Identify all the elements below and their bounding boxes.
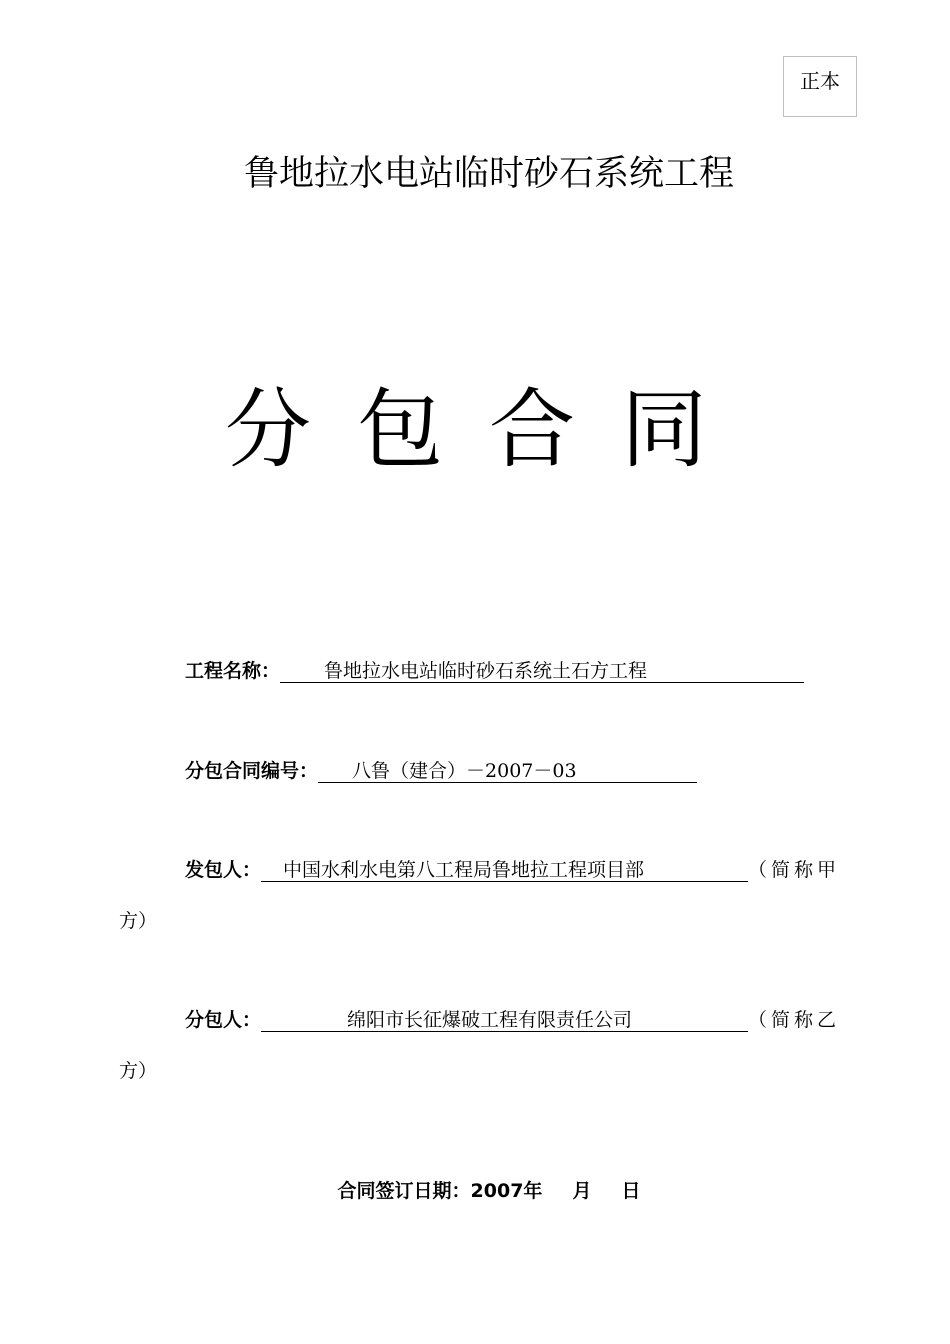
project-name-label: 工程名称：: [185, 660, 281, 682]
signing-date-day-unit: 日: [621, 1180, 641, 1202]
subcontractor-label: 分包人：: [185, 1009, 262, 1031]
signing-date-label: 合同签订日期：: [337, 1180, 471, 1202]
project-name-value: 鲁地拉水电站临时砂石系统土石方工程: [280, 660, 804, 683]
signing-date-row: [0, 1176, 950, 1203]
employer-abbrev-continuation: 方）: [119, 910, 158, 932]
employer-row: [185, 855, 840, 882]
contract-number-row: [185, 756, 697, 783]
employer-value: 中国水利水电第八工程局鲁地拉工程项目部: [261, 859, 748, 882]
project-title: 鲁地拉水电站临时砂石系统工程: [243, 154, 734, 194]
project-name-row: [185, 656, 804, 683]
signing-date-year: 2007: [470, 1180, 524, 1202]
contract-number-label: 分包合同编号：: [185, 760, 319, 782]
subcontractor-value: 绵阳市长征爆破工程有限责任公司: [261, 1009, 748, 1032]
contract-title: 分包合同: [225, 380, 753, 480]
original-copy-label: 正本: [800, 69, 840, 93]
signing-date-year-unit: 年: [523, 1180, 543, 1202]
employer-label: 发包人：: [185, 859, 262, 881]
employer-abbrev-suffix: （简称甲: [748, 859, 841, 881]
signing-date-month-unit: 月: [572, 1180, 592, 1202]
subcontractor-row: [185, 1005, 840, 1032]
subcontractor-abbrev-continuation: 方）: [119, 1060, 158, 1082]
subcontractor-abbrev-suffix: （简称乙: [748, 1009, 841, 1031]
contract-number-value: 八鲁（建合）－2007－03: [318, 760, 697, 783]
original-copy-box: [783, 56, 857, 117]
